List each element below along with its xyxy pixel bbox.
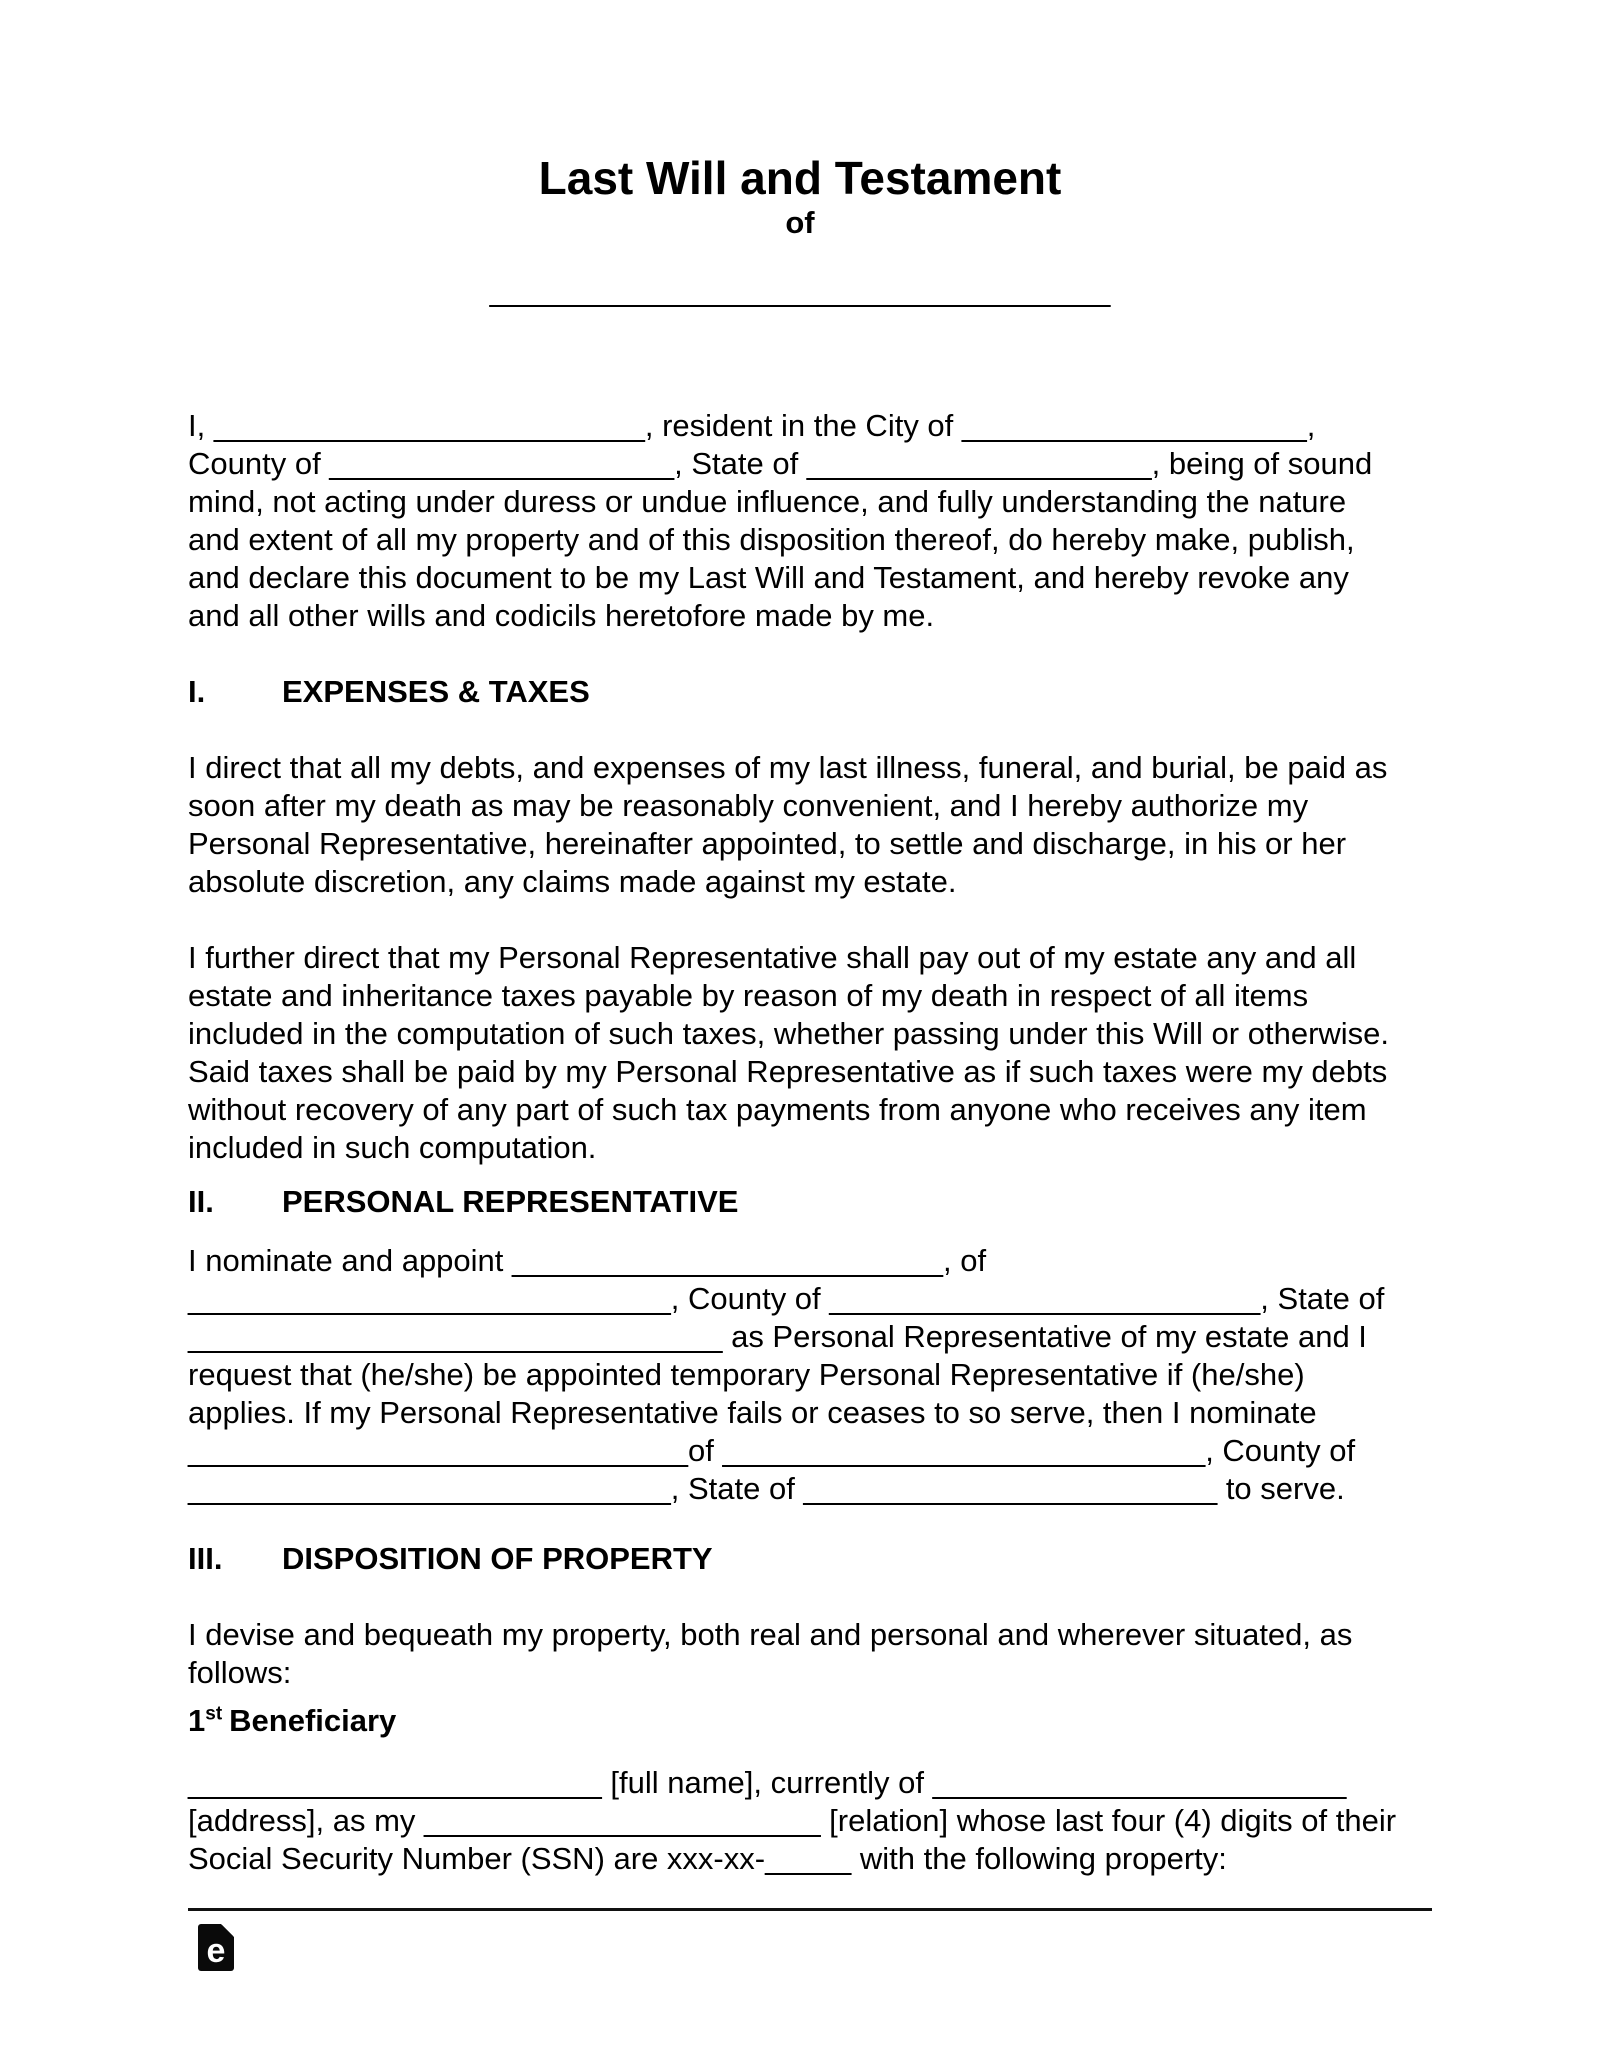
text-line: I, _________________________, resident in the City of ____________________, [188, 408, 1316, 443]
document-body [188, 0, 1412, 1971]
text-line: and declare this document to be my Last Will and Testament, and hereby revoke any [188, 560, 1349, 595]
text-line: I nominate and appoint _________________________, of [188, 1243, 987, 1278]
text-line: County of ____________________, State of ____________________, being of sound [188, 446, 1373, 481]
text-line: estate and inheritance taxes payable by reason of my death in respect of all items [188, 978, 1309, 1013]
text-line: Said taxes shall be paid by my Personal Representative as if such taxes were my debts [188, 1054, 1388, 1089]
eforms-logo-icon [198, 1924, 234, 1971]
section-numeral: III. [188, 1541, 223, 1576]
expenses-paragraph-1 [188, 749, 1412, 901]
expenses-paragraph-2 [188, 939, 1412, 1167]
beneficiary-number: 1 [188, 1703, 206, 1738]
eforms-logo-letter: e [206, 1932, 226, 1970]
section-title: DISPOSITION OF PROPERTY [282, 1541, 713, 1576]
footer-divider-line [188, 1908, 1432, 1911]
text-line: soon after my death as may be reasonably convenient, and I hereby authorize my [188, 788, 1309, 823]
personal-representative-paragraph [188, 1242, 1412, 1508]
text-line: included in such computation. [188, 1130, 597, 1165]
text-line: _______________________________ as Personal Representative of my estate and I [188, 1319, 1367, 1354]
opening-paragraph [188, 407, 1412, 635]
section-heading-personal-representative [188, 1183, 1412, 1221]
text-line: ____________________________, State of ________________________ to serve. [188, 1471, 1345, 1506]
document-title: Last Will and Testament [538, 152, 1062, 204]
text-line: Personal Representative, hereinafter appointed, to settle and discharge, in his or her [188, 826, 1347, 861]
text-line: mind, not acting under duress or undue influence, and fully understanding the nature [188, 484, 1347, 519]
text-line: Social Security Number (SSN) are xxx-xx-_____ with the following property: [188, 1841, 1227, 1876]
section-title: PERSONAL REPRESENTATIVE [282, 1184, 739, 1219]
testator-name-blank: ____________________________________ [489, 273, 1111, 308]
section-heading-expenses-taxes [188, 673, 1412, 711]
text-line: ____________________________, County of _________________________, State of [188, 1281, 1385, 1316]
text-line: [address], as my _______________________ [relation] whose last four (4) digits of their [188, 1803, 1397, 1838]
beneficiary-label: Beneficiary [229, 1703, 397, 1738]
text-line: included in the computation of such taxes, whether passing under this Will or otherwise. [188, 1016, 1390, 1051]
section-title: EXPENSES & TAXES [282, 674, 590, 709]
text-line: absolute discretion, any claims made against my estate. [188, 864, 957, 899]
text-line: I direct that all my debts, and expenses of my last illness, funeral, and burial, be paid as [188, 750, 1388, 785]
disposition-paragraph [188, 1616, 1412, 1692]
text-line: and extent of all my property and of this disposition thereof, do hereby make, publish, [188, 522, 1355, 557]
text-line: I further direct that my Personal Representative shall pay out of my estate any and all [188, 940, 1357, 975]
text-line: ________________________ [full name], currently of ________________________ [188, 1765, 1347, 1800]
document-subtitle: of [785, 205, 815, 240]
first-beneficiary-paragraph [188, 1764, 1412, 1878]
section-numeral: I. [188, 674, 206, 709]
text-line: I devise and bequeath my property, both real and personal and wherever situated, as [188, 1617, 1353, 1652]
text-line: applies. If my Personal Representative fails or ceases to so serve, then I nominate [188, 1395, 1317, 1430]
beneficiary-ordinal: st [205, 1703, 223, 1725]
text-line: without recovery of any part of such tax payments from anyone who receives any item [188, 1092, 1367, 1127]
section-numeral: II. [188, 1184, 214, 1219]
text-line: _____________________________of ____________________________, County of [188, 1433, 1356, 1468]
text-line: follows: [188, 1655, 292, 1690]
text-line: request that (he/she) be appointed temporary Personal Representative if (he/she) [188, 1357, 1305, 1392]
text-line: and all other wills and codicils heretofore made by me. [188, 598, 935, 633]
first-beneficiary-heading [188, 1702, 1412, 1740]
section-heading-disposition-of-property [188, 1540, 1412, 1578]
